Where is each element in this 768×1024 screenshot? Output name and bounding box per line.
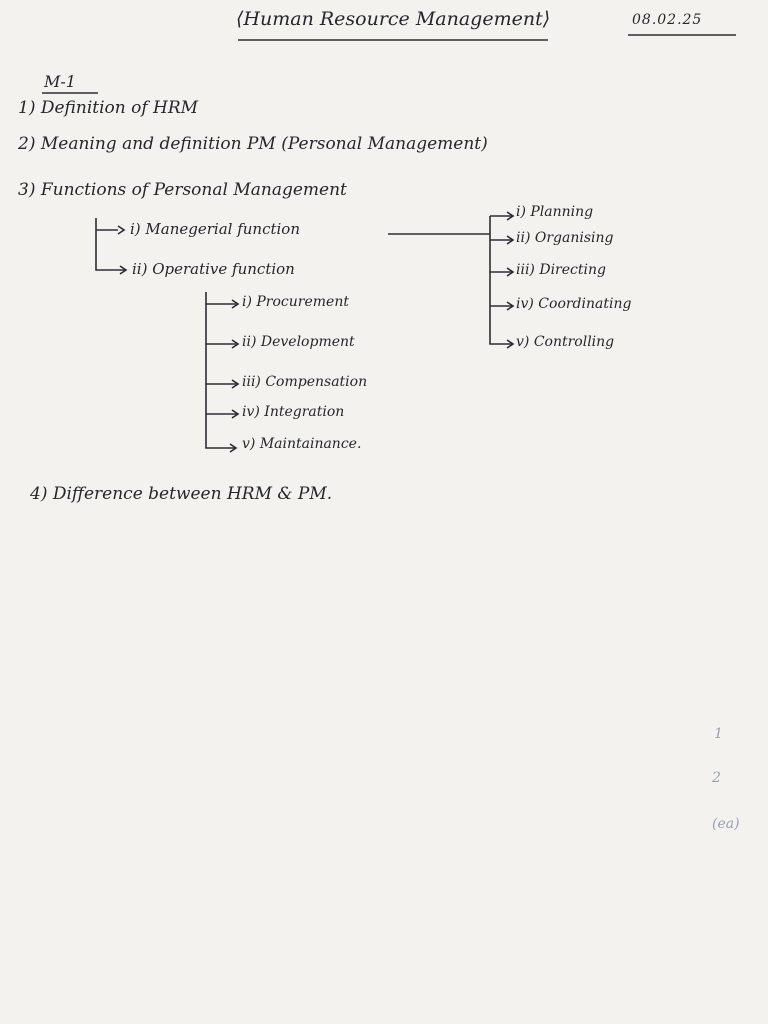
managerial-item: ii) Organising: [516, 230, 614, 246]
item-number: 2): [18, 134, 36, 154]
item-2: [18, 134, 488, 154]
item-text: Difference between HRM & PM.: [52, 484, 333, 504]
item-1: [18, 98, 198, 118]
margin-mark: 2: [712, 770, 721, 786]
operative-function-label: ii) Operative function: [132, 260, 295, 278]
functions-branch: [96, 218, 126, 270]
operative-item: ii) Development: [242, 334, 355, 350]
operative-item: i) Procurement: [242, 294, 349, 310]
managerial-item: iv) Coordinating: [516, 296, 632, 312]
item-number: 1): [18, 98, 36, 118]
operative-item: v) Maintainance.: [242, 436, 362, 452]
operative-branch: [206, 292, 236, 448]
arrow-managerial: [118, 226, 124, 234]
item-text: Definition of HRM: [40, 98, 199, 118]
operative-item: iv) Integration: [242, 404, 345, 420]
item-number: 3): [18, 180, 36, 200]
managerial-item: i) Planning: [516, 204, 594, 220]
date-label: 08.02.25: [632, 12, 703, 28]
operative-item: iii) Compensation: [242, 374, 368, 390]
managerial-branch: [490, 216, 512, 344]
module-label: M-1: [44, 72, 76, 91]
item-4: [30, 484, 332, 504]
margin-mark: 1: [714, 726, 723, 742]
item-number: 4): [30, 484, 48, 504]
page-title: ⟨Human Resource Management⟩: [236, 8, 551, 30]
item-3: [18, 180, 347, 200]
managerial-function-label: i) Manegerial function: [130, 220, 301, 238]
item-text: Functions of Personal Management: [40, 180, 347, 200]
managerial-item: v) Controlling: [516, 334, 615, 350]
managerial-item: iii) Directing: [516, 262, 606, 278]
item-text: Meaning and definition PM (Personal Management): [40, 134, 488, 154]
margin-mark: (ea): [712, 816, 740, 832]
